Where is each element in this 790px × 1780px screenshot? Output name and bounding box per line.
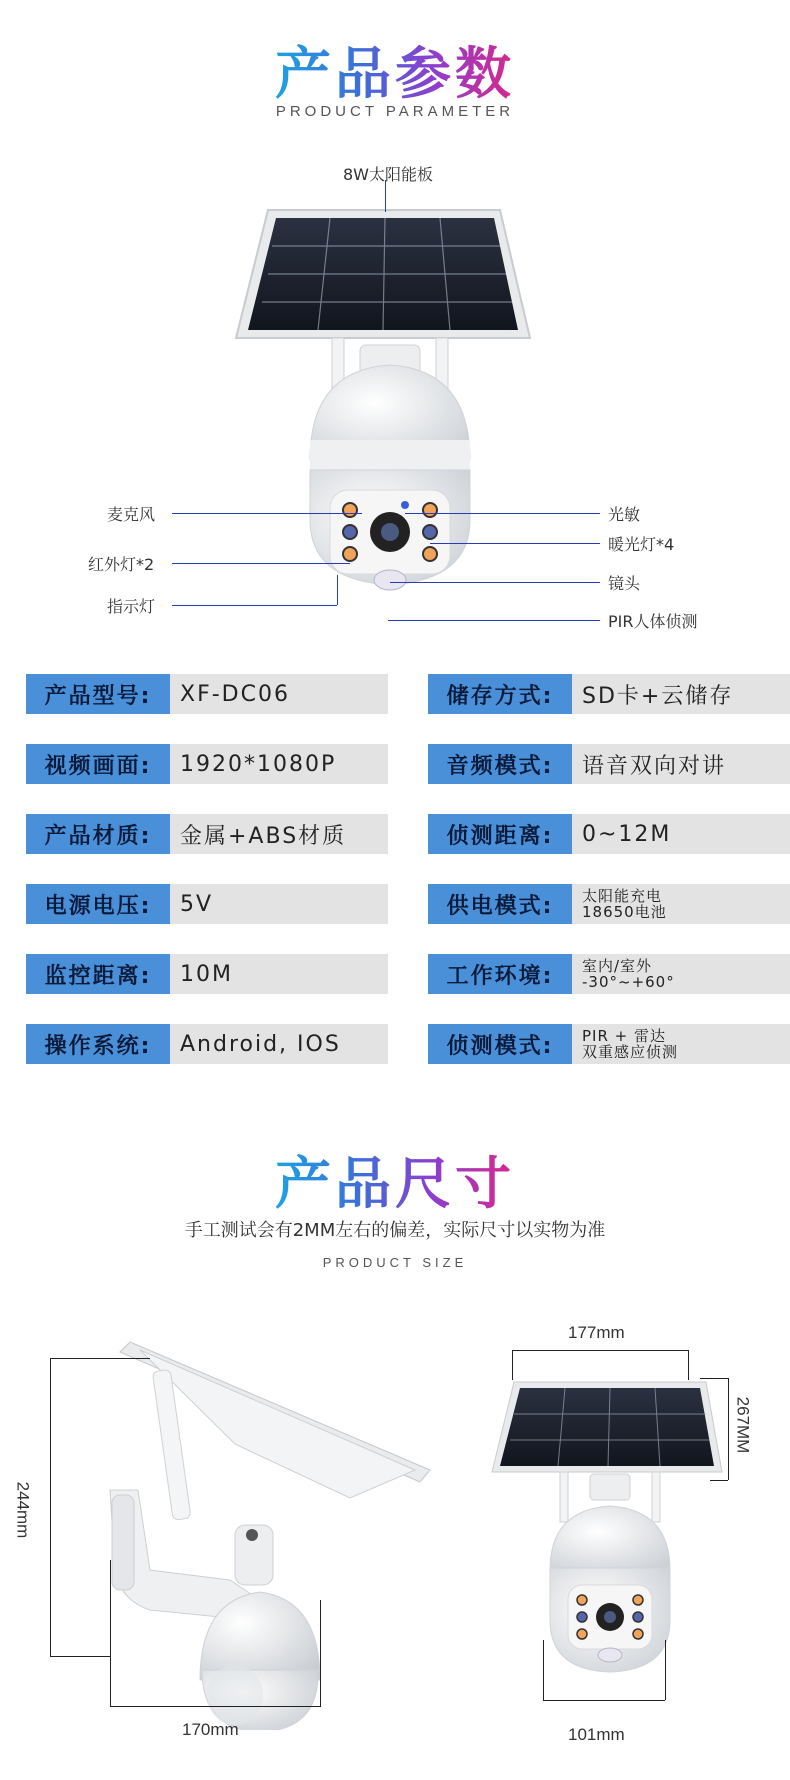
spec-label: 储存方式: <box>428 674 572 714</box>
spec-row <box>26 884 388 924</box>
spec-value: 语音双向对讲 <box>572 744 790 784</box>
callout-pir: PIR人体侦测 <box>608 612 698 631</box>
size-title: 产品尺寸 <box>275 1152 515 1217</box>
size-note: 手工测试会有2MM左右的偏差，实际尺寸以实物为准 <box>184 1220 606 1241</box>
spec-value: 1920*1080P <box>170 744 388 784</box>
spec-row <box>26 674 388 714</box>
spec-row <box>428 674 790 714</box>
panel-width-line <box>512 1350 688 1351</box>
height-dimension-line <box>50 1358 51 1656</box>
spec-row <box>26 814 388 854</box>
camera-front-small-illustration <box>480 1370 740 1700</box>
callout-microphone: 麦克风 <box>107 505 156 524</box>
body-width-line <box>543 1700 665 1701</box>
spec-value: Android, IOS <box>170 1024 388 1064</box>
callout-infrared: 红外灯*2 <box>88 555 155 574</box>
spec-row <box>26 1024 388 1064</box>
width-dimension-line <box>110 1706 320 1707</box>
spec-label: 电源电压: <box>26 884 170 924</box>
spec-value: XF-DC06 <box>170 674 388 714</box>
spec-row <box>428 1024 790 1064</box>
panel-width-label: 177mm <box>568 1323 625 1342</box>
spec-label: 侦测模式: <box>428 1024 572 1064</box>
spec-row <box>26 954 388 994</box>
spec-label: 工作环境: <box>428 954 572 994</box>
spec-value: PIR + 雷达 双重感应侦测 <box>572 1024 790 1064</box>
spec-label: 产品型号: <box>26 674 170 714</box>
callout-lens: 镜头 <box>608 574 641 593</box>
spec-value: 金属+ABS材质 <box>170 814 388 854</box>
spec-label: 侦测距离: <box>428 814 572 854</box>
spec-label: 操作系统: <box>26 1024 170 1064</box>
callout-indicator: 指示灯 <box>107 597 156 616</box>
panel-height-line <box>728 1378 729 1480</box>
side-width-label: 170mm <box>182 1720 239 1739</box>
spec-label: 监控距离: <box>26 954 170 994</box>
spec-row <box>428 814 790 854</box>
spec-value: 室内/室外 -30°~+60° <box>572 954 790 994</box>
spec-value: 太阳能充电 18650电池 <box>572 884 790 924</box>
spec-label: 供电模式: <box>428 884 572 924</box>
spec-value: SD卡+云储存 <box>572 674 790 714</box>
parameter-subtitle: PRODUCT PARAMETER <box>275 103 515 120</box>
spec-value: 10M <box>170 954 388 994</box>
callout-solar-panel: 8W太阳能板 <box>343 165 434 184</box>
callout-warm-light: 暖光灯*4 <box>608 535 675 554</box>
spec-row <box>428 884 790 924</box>
camera-side-illustration <box>20 1330 440 1730</box>
callout-light-sensor: 光敏 <box>608 505 641 524</box>
size-subtitle: PRODUCT SIZE <box>322 1255 468 1270</box>
spec-row <box>428 954 790 994</box>
spec-label: 音频模式: <box>428 744 572 784</box>
body-width-label: 101mm <box>568 1725 625 1744</box>
spec-row <box>428 744 790 784</box>
spec-value: 0~12M <box>572 814 790 854</box>
spec-label: 产品材质: <box>26 814 170 854</box>
camera-front-illustration <box>0 140 790 600</box>
parameter-title: 产品参数 <box>275 42 515 107</box>
panel-height-label: 267MM <box>733 1396 753 1454</box>
spec-value: 5V <box>170 884 388 924</box>
spec-label: 视频画面: <box>26 744 170 784</box>
spec-row <box>26 744 388 784</box>
side-height-label: 244mm <box>13 1481 33 1539</box>
